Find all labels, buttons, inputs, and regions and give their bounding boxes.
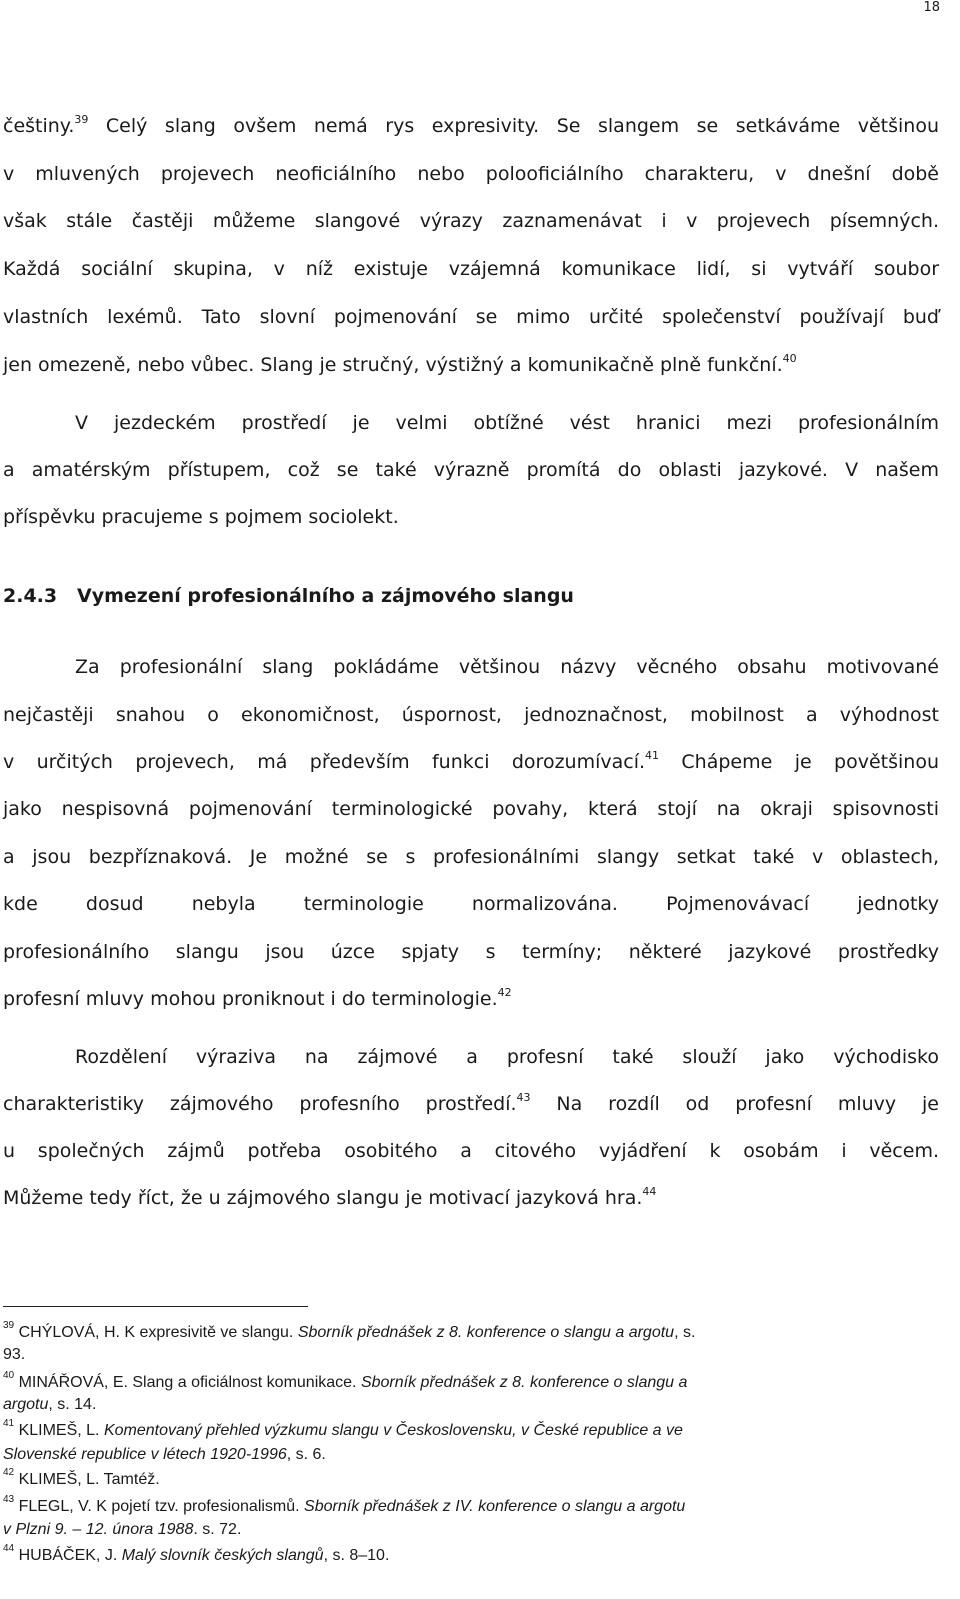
section-title: Vymezení profesionálního a zájmového slangu [77,585,574,607]
body-line: Každá sociální skupina, v níž existuje vzájemná komunikace lidí, si vytváří soubor [3,258,939,280]
body-line: češtiny.$^{39}$ Celý slang ovšem nemá rys expresivity. Se slangem se setkáváme většinou [3,112,939,137]
body-line: jako nespisovná pojmenování terminologické povahy, která stojí na okraji spisovnosti [3,798,939,820]
footnote-divider [3,1306,308,1307]
body-line: Můžeme tedy říct, že u zájmového slangu je motivací jazyková hra.$^{44}$ [3,1184,657,1209]
footnote: $^{44}$ HUBÁČEK, J. Malý slovník českých slangů, s. 8–10. [3,1542,390,1564]
body-line: charakteristiky zájmového profesního prostředí.$^{43}$ Na rozdíl od profesní mluvy je [3,1090,939,1115]
section-heading [3,584,574,608]
body-line: vlastních lexémů. Tato slovní pojmenování se mimo určité společenství používají buď [3,306,939,328]
body-line: nejčastěji snahou o ekonomičnost, úspornost, jednoznačnost, mobilnost a výhodnost [3,704,939,726]
footnote: $^{43}$ FLEGL, V. K pojetí tzv. profesionalismů. Sborník přednášek z IV. konference o slangu a argotu [3,1493,686,1515]
body-line: kde dosud nebyla terminologie normalizována. Pojmenovávací jednotky [3,893,939,915]
footnote: $^{41}$ KLIMEŠ, L. Komentovaný přehled výzkumu slangu v Československu, v České republice a ve [3,1417,683,1439]
footnote: $^{40}$ MINÁŘOVÁ, E. Slang a oficiálnost komunikace. Sborník přednášek z 8. konference o slangu a [3,1369,688,1391]
body-line: u společných zájmů potřeba osobitého a citového vyjádření k osobám i věcem. [3,1140,939,1162]
body-line: jen omezeně, nebo vůbec. Slang je stručný, výstižný a komunikačně plně funkční.$^{40}$ [3,351,797,376]
body-line: profesní mluvy mohou proniknout i do terminologie.$^{42}$ [3,985,512,1010]
body-line: Za profesionální slang pokládáme většinou názvy věcného obsahu motivované [75,656,939,678]
footnote: $^{39}$ CHÝLOVÁ, H. K expresivitě ve slangu. Sborník přednášek z 8. konference o slangu a argotu, s. [3,1319,696,1341]
body-line: a jsou bezpříznaková. Je možné se s profesionálními slangy setkat také v oblastech, [3,846,939,868]
footnote-continuation: Slovenské republice v létech 1920-1996, s. 6. [3,1446,326,1463]
body-line: a amatérským přístupem, což se také výrazně promítá do oblasti jazykové. V našem [3,459,939,481]
body-line: v určitých projevech, má především funkci dorozumívací.$^{41}$ Chápeme je povětšinou [3,748,939,773]
page-number: 18 [923,0,940,15]
footnote-continuation: argotu, s. 14. [3,1396,97,1413]
body-line: V jezdeckém prostředí je velmi obtížné vést hranici mezi profesionálním [75,412,939,434]
section-number: 2.4.3 [3,585,58,607]
body-line: v mluvených projevech neoficiálního nebo polooficiálního charakteru, v dnešní době [3,163,939,185]
body-line: profesionálního slangu jsou úzce spjaty s termíny; některé jazykové prostředky [3,941,939,963]
footnote: $^{42}$ KLIMEŠ, L. Tamtéž. [3,1466,160,1488]
body-line: příspěvku pracujeme s pojmem sociolekt. [3,506,399,528]
footnote-continuation: v Plzni 9. – 12. února 1988. s. 72. [3,1521,242,1538]
body-line: Rozdělení výraziva na zájmové a profesní také slouží jako východisko [75,1046,939,1068]
body-line: však stále častěji můžeme slangové výrazy zaznamenávat i v projevech písemných. [3,210,939,232]
footnote-continuation: 93. [3,1346,26,1363]
